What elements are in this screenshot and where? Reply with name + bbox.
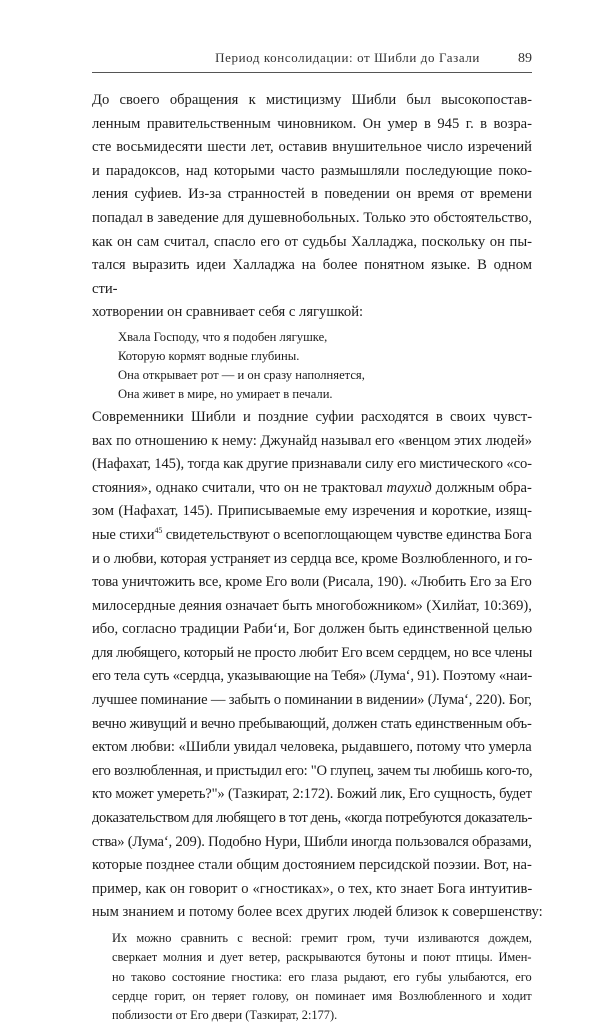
text-line: това уничтожить все, кроме Его воли (Рисала, 190). «Любить Его за Его — [92, 574, 532, 591]
running-title: Период консолидации: от Шибли до Газали — [215, 50, 480, 65]
text-line: которые позднее стали общим достоянием персидской поэзии. Вот, на- — [92, 857, 532, 874]
verse-line: Хвала Господу, что я подобен лягушке, — [118, 329, 328, 344]
quote-line: сверкает молния и дует ветер, раскрываются бутоны и поют птицы. Имен- — [112, 950, 532, 965]
running-head — [90, 50, 532, 67]
text-line: и парадоксов, над которыми часто размышляли последующие поко- — [92, 162, 532, 179]
text-line: ектом любви: «Шибли увидал человека, рыдавшего, потому что умерла — [92, 739, 532, 756]
text-line: лучшее поминание — забыть о поминании в видении» (Лума‘, 220). Бог, — [92, 692, 532, 709]
footnote-marker: 45 — [154, 526, 163, 536]
text-line: зом (Нафахат, 145). Приписываемые ему изречения и короткие, изящ- — [92, 503, 532, 520]
text-line: его возлюбленная, и пристыдил его: "О глупец, зачем ты любишь кого-то, — [92, 762, 533, 779]
quote-line: но таково состояние гностика: его глаза рыдают, его губы улыбаются, его — [112, 969, 532, 984]
quote-line: сердце горит, он теряет голову, он поминает имя Возлюбленного и ходит — [112, 988, 532, 1003]
text-line: сте восьмидесяти шести лет, оставив внушительное число изречений — [92, 139, 532, 156]
text-line: и о любви, которая устраняет из сердца все, кроме Возлюбленного, и го- — [92, 550, 533, 567]
text-line: ным знанием и потому более всех других людей близок к совершенству: — [92, 904, 543, 921]
text-segment: стояния», однако считали, что он не трактовал — [92, 479, 387, 496]
text-line: ленным правительственным чиновником. Он умер в 945 г. в возра- — [92, 115, 532, 132]
text-line: для любящего, который не просто любит Его всем сердцем, но все члены — [92, 644, 533, 661]
text-line: вах по отношению к нему: Джунайд называл его «венцом этих людей» — [92, 432, 533, 449]
text-line — [92, 477, 532, 501]
paragraph-2 — [92, 406, 543, 925]
text-line: пример, как он говорит о «гностиках», о тех, кто знает Бога интуитив- — [92, 880, 533, 897]
verse-line: Которую кормят водные глубины. — [118, 348, 300, 363]
text-line: ления суфиев. Из-за странностей в поведении он время от времени — [92, 186, 532, 203]
text-line: милосердные деяния означает быть многобожником» (Хилйат, 10:369), — [92, 597, 532, 614]
quote-line: поблизости от Его двери (Тазкират, 2:177). — [112, 1008, 338, 1023]
text-line: его тела суть «сердца, указывающие на Тебя» (Лума‘, 91). Поэтому «наи- — [92, 668, 533, 685]
text-line: (Нафахат, 145), тогда как другие признавали силу его мистического «со- — [92, 456, 532, 473]
text-line: вечно живущий и вечно пребывающий, должен стать единственным объ- — [92, 715, 532, 732]
text-line: попадал в заведение для душевнобольных. Только это обстоятельство, — [92, 209, 532, 226]
text-line: кто может умереть?"» (Тазкират, 2:172). Божий лик, Его сущность, будет — [92, 786, 532, 803]
text-line: хотворении он сравнивает себя с лягушкой: — [92, 304, 364, 321]
text-line: как он сам считал, спасло его от судьбы Халладжа, поскольку он пы- — [92, 233, 532, 250]
text-line: Современники Шибли и поздние суфии расходятся в своих чувст- — [92, 408, 533, 425]
page-number: 89 — [518, 51, 532, 66]
header-rule — [92, 72, 532, 73]
text-line: доказательством для любящего в тот день, «когда потребуются доказатель- — [92, 810, 532, 827]
text-line: тался выразить идеи Халладжа на более понятном языке. В одном сти- — [92, 257, 532, 297]
prose-quote — [112, 929, 532, 1025]
verse-line: Она живет в мире, но умирает в печали. — [118, 386, 333, 401]
verse-line: Она открывает рот — и он сразу наполняется, — [118, 367, 365, 382]
text-segment: должным обра- — [431, 479, 532, 496]
body-text — [92, 89, 543, 1025]
text-line: ства» (Лума‘, 209). Подобно Нури, Шибли иногда пользовался образами, — [92, 833, 532, 850]
italic-term: таухид — [386, 479, 432, 496]
verse-quote — [118, 328, 532, 404]
quote-line: Их можно сравнить с весной: гремит гром, тучи изливаются дождем, — [112, 931, 533, 945]
text-segment: ные стихи — [92, 526, 155, 543]
text-line: До своего обращения к мистицизму Шибли был высокопостав- — [92, 92, 532, 108]
paragraph-1 — [92, 89, 532, 325]
text-line: ибо, согласно традиции Раби‘и, Бог должен быть единственной целью — [92, 621, 533, 638]
text-segment: свидетельствуют о всепоглощающем чувстве единства Бога — [162, 526, 532, 543]
text-line — [92, 524, 532, 548]
